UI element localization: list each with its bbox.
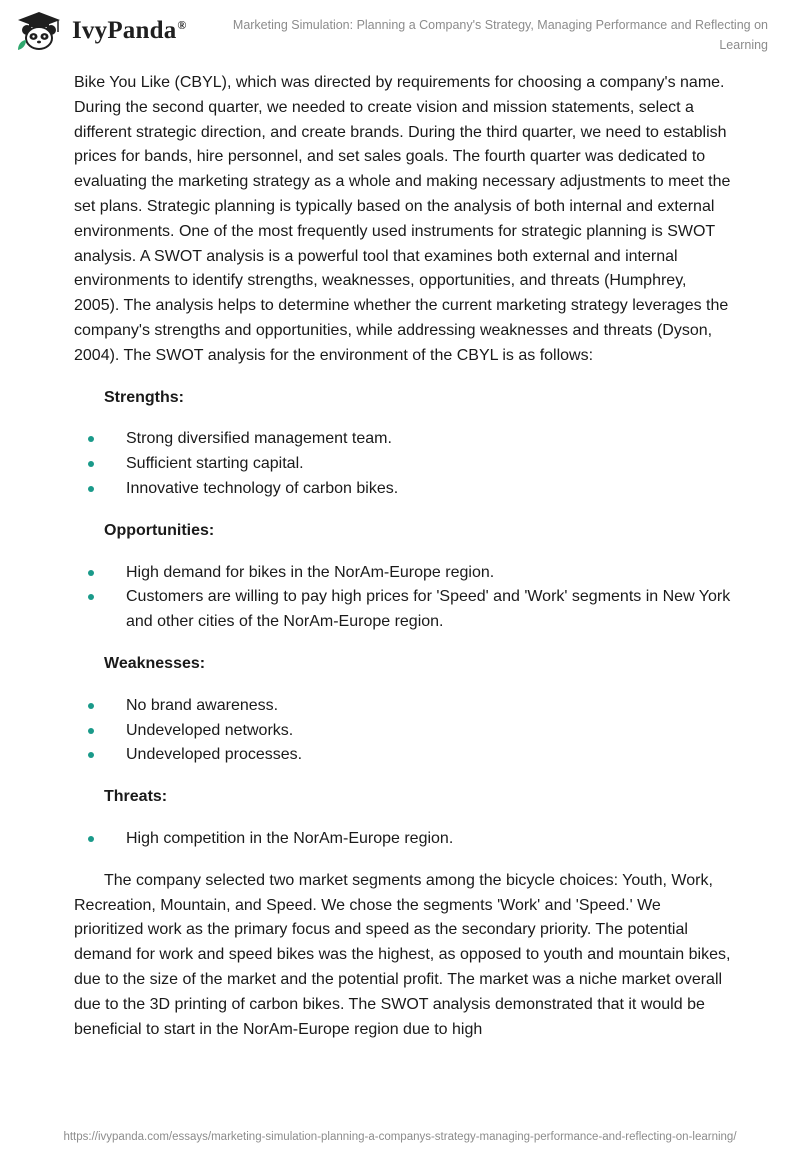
essay-body <box>74 71 734 1042</box>
weaknesses-list <box>74 694 734 768</box>
closing-paragraph: The company selected two market segments among the bicycle choices: Youth, Work, Recreation, Mountain, and Speed. We chose the segments 'Work' and 'Speed.' We prioritized work as the primary focus and speed as the secondary priority. The potential demand for work and speed bikes was the highest, as opposed to youth and mountain bikes, due to the size of the market and the potential profit. The market was a niche market overall due to the 3D printing of carbon bikes. The SWOT analysis demonstrated that it would be beneficial to start in the NorAm-Europe region due to high <box>74 871 731 1038</box>
list-item: Innovative technology of carbon bikes. <box>74 477 734 502</box>
list-item: No brand awareness. <box>74 694 734 719</box>
list-item: High demand for bikes in the NorAm-Europe region. <box>74 561 734 586</box>
page-header <box>0 0 800 60</box>
list-item: Strong diversified management team. <box>74 427 734 452</box>
source-url[interactable]: https://ivypanda.com/essays/marketing-simulation-planning-a-companys-strategy-managing-performance-and-reflecting-on-learning/ <box>63 1131 737 1143</box>
list-item: Undeveloped processes. <box>74 743 734 768</box>
weaknesses-heading: Weaknesses: <box>104 654 206 672</box>
ivypanda-logo[interactable] <box>14 10 187 52</box>
list-item: Undeveloped networks. <box>74 719 734 744</box>
strengths-list <box>74 427 734 501</box>
intro-paragraph: Bike You Like (CBYL), which was directed by requirements for choosing a company's name. During the second quarter, we needed to create vision and mission statements, select a different strategic direction, and create brands. During the third quarter, we need to establish prices for bands, hire personnel, and set sales goals. The fourth quarter was dedicated to evaluating the marketing strategy as a whole and making necessary adjustments to meet the set plans. Strategic planning is typically based on the analysis of both internal and external environments. One of the most frequently used instruments for strategic planning is SWOT analysis. A SWOT analysis is a powerful tool that examines both external and internal environments to identify strengths, weaknesses, opportunities, and threats (Humphrey, 2005). The analysis helps to determine whether the current marketing strategy leverages the company's strengths and opportunities, while addressing weaknesses and threats (Dyson, 2004). The SWOT analysis for the environment of the CBYL is as follows: <box>74 74 731 364</box>
registered-mark: ® <box>177 17 187 32</box>
threats-list <box>74 827 734 852</box>
brand-name: IvyPanda® <box>72 17 187 44</box>
list-item: Customers are willing to pay high prices for 'Speed' and 'Work' segments in New York and other cities of the NorAm-Europe region. <box>74 585 734 635</box>
threats-heading: Threats: <box>104 788 168 806</box>
document-title: Marketing Simulation: Planning a Company's Strategy, Managing Performance and Reflecting on Learning <box>232 18 768 52</box>
list-item: Sufficient starting capital. <box>74 452 734 477</box>
list-item: High competition in the NorAm-Europe region. <box>74 827 734 852</box>
strengths-heading: Strengths: <box>104 388 184 406</box>
panda-graduate-icon <box>14 10 64 52</box>
opportunities-heading: Opportunities: <box>104 521 215 539</box>
opportunities-list <box>74 561 734 635</box>
